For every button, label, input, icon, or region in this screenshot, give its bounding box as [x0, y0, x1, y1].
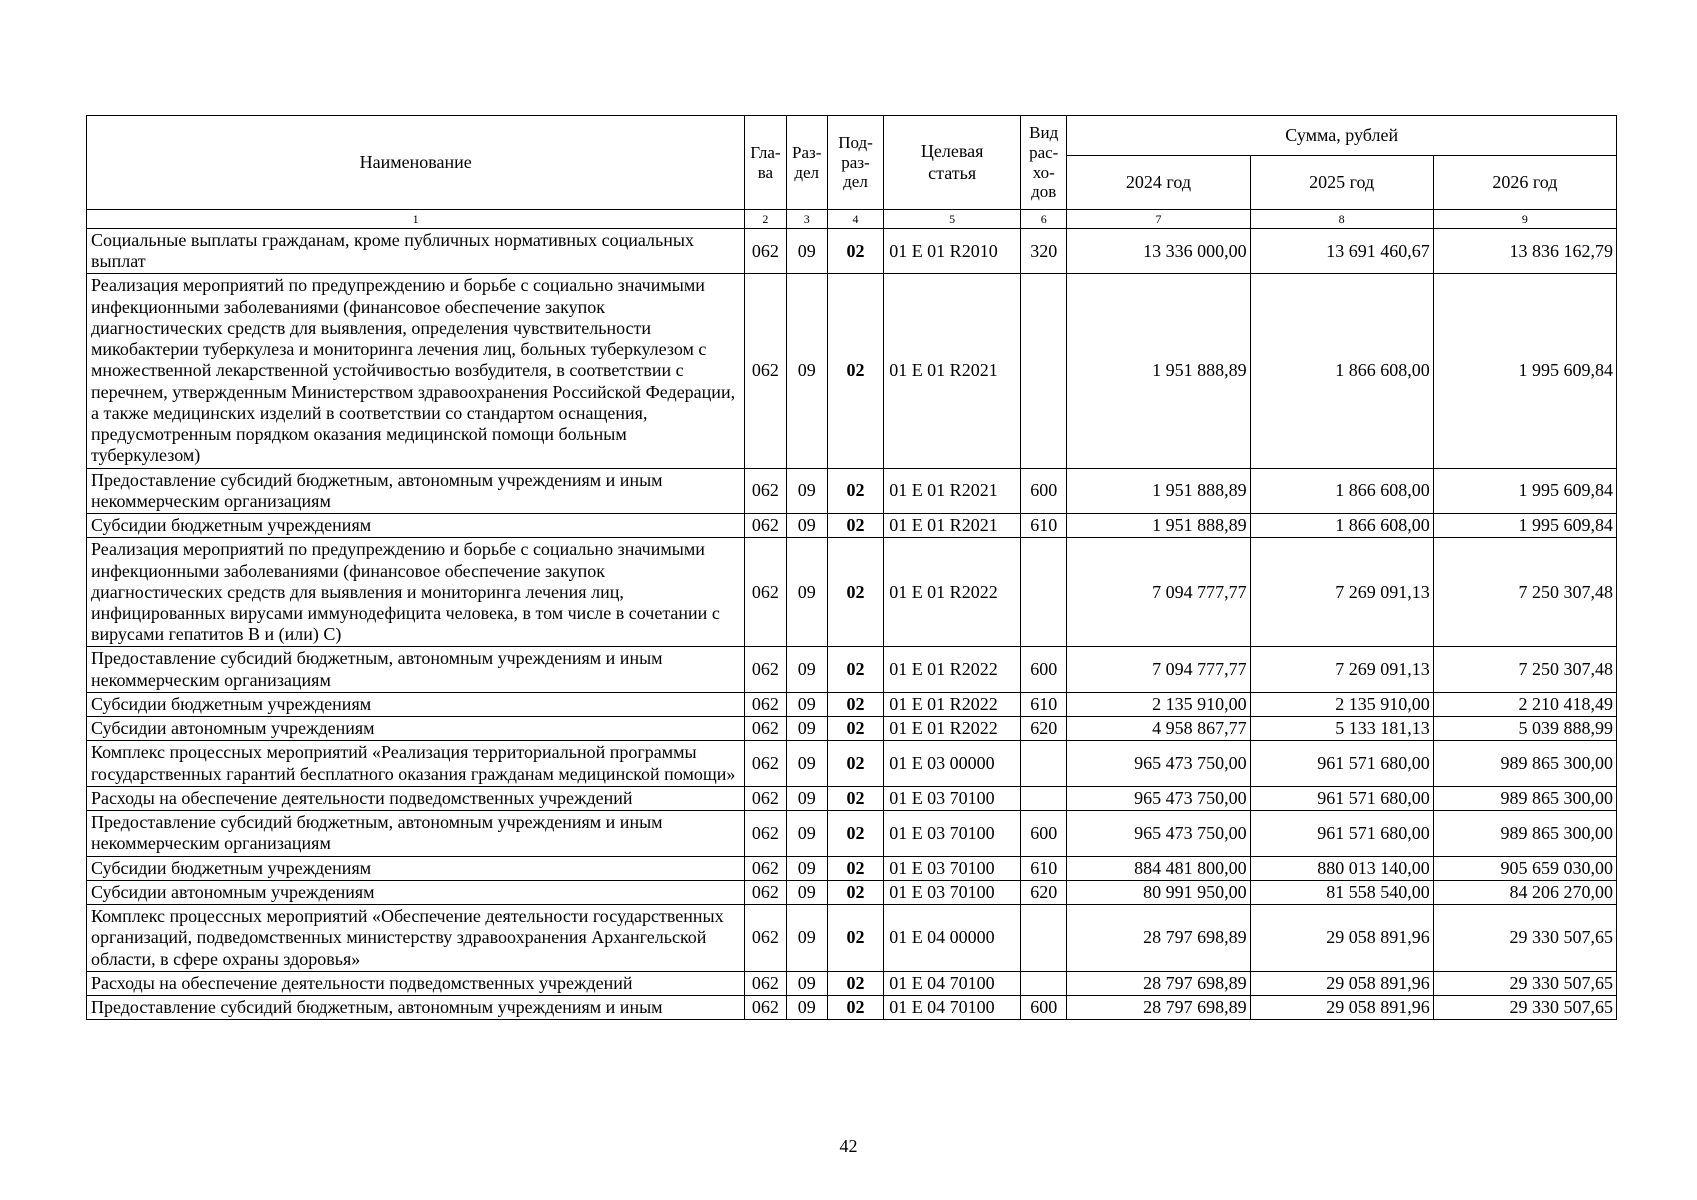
- table-row: [87, 468, 1617, 513]
- header-podrazdel: Под- раз- дел: [827, 116, 883, 210]
- row-razdel: 09: [786, 692, 827, 716]
- row-glava: 062: [745, 468, 786, 513]
- row-amount-2026: 7 250 307,48: [1433, 538, 1616, 647]
- row-name: Предоставление субсидий бюджетным, автономным учреждениям и иным некоммерческим организациям: [87, 811, 745, 856]
- row-amount-2024: 28 797 698,89: [1067, 995, 1250, 1019]
- row-glava: 062: [745, 514, 786, 538]
- header-summa: Сумма, рублей: [1067, 116, 1617, 156]
- row-podrazdel: 02: [827, 786, 883, 810]
- row-podrazdel: 02: [827, 514, 883, 538]
- row-name: Предоставление субсидий бюджетным, автономным учреждениям и иным: [87, 995, 745, 1019]
- row-name: Субсидии бюджетным учреждениям: [87, 692, 745, 716]
- row-amount-2025: 880 013 140,00: [1250, 856, 1433, 880]
- header-razdel: Раз- дел: [786, 116, 827, 210]
- table-row: [87, 995, 1617, 1019]
- row-amount-2025: 7 269 091,13: [1250, 647, 1433, 692]
- row-glava: 062: [745, 741, 786, 786]
- column-number: 4: [827, 210, 883, 229]
- column-number-row: [87, 210, 1617, 229]
- row-name: Социальные выплаты гражданам, кроме публичных нормативных социальных выплат: [87, 229, 745, 274]
- column-number: 6: [1021, 210, 1067, 229]
- column-number: 8: [1250, 210, 1433, 229]
- row-amount-2024: 7 094 777,77: [1067, 647, 1250, 692]
- row-glava: 062: [745, 229, 786, 274]
- row-name: Расходы на обеспечение деятельности подведомственных учреждений: [87, 786, 745, 810]
- row-amount-2026: 1 995 609,84: [1433, 514, 1616, 538]
- row-amount-2024: 965 473 750,00: [1067, 741, 1250, 786]
- row-expense-type: 320: [1021, 229, 1067, 274]
- table-row: [87, 905, 1617, 972]
- table-row: [87, 811, 1617, 856]
- row-target-article: 01 Е 04 00000: [884, 905, 1021, 972]
- row-target-article: 01 Е 03 70100: [884, 856, 1021, 880]
- row-razdel: 09: [786, 905, 827, 972]
- row-podrazdel: 02: [827, 856, 883, 880]
- row-name: Реализация мероприятий по предупреждению и борьбе с социально значимыми инфекционными заболеваниями (финансовое обеспечение закупок диагностических средств для выявления и мониторинга лечения лиц, инфицированных вирусами иммунодефицита человека, в том числе в сочетании с вирусами гепатитов B и (или) C): [87, 538, 745, 647]
- row-expense-type: 600: [1021, 995, 1067, 1019]
- row-amount-2025: 1 866 608,00: [1250, 514, 1433, 538]
- row-amount-2024: 1 951 888,89: [1067, 514, 1250, 538]
- row-target-article: 01 Е 01 R2021: [884, 468, 1021, 513]
- row-name: Предоставление субсидий бюджетным, автономным учреждениям и иным некоммерческим организациям: [87, 647, 745, 692]
- row-razdel: 09: [786, 741, 827, 786]
- row-razdel: 09: [786, 229, 827, 274]
- row-amount-2025: 2 135 910,00: [1250, 692, 1433, 716]
- row-razdel: 09: [786, 786, 827, 810]
- row-amount-2024: 1 951 888,89: [1067, 468, 1250, 513]
- row-razdel: 09: [786, 514, 827, 538]
- row-amount-2024: 2 135 910,00: [1067, 692, 1250, 716]
- row-amount-2025: 961 571 680,00: [1250, 741, 1433, 786]
- row-name: Субсидии бюджетным учреждениям: [87, 514, 745, 538]
- row-amount-2026: 13 836 162,79: [1433, 229, 1616, 274]
- row-amount-2026: 29 330 507,65: [1433, 995, 1616, 1019]
- row-amount-2025: 1 866 608,00: [1250, 274, 1433, 468]
- row-amount-2025: 7 269 091,13: [1250, 538, 1433, 647]
- header-vid: Вид рас- хо- дов: [1021, 116, 1067, 210]
- row-amount-2024: 965 473 750,00: [1067, 811, 1250, 856]
- header-name: Наименование: [87, 116, 745, 210]
- row-expense-type: [1021, 905, 1067, 972]
- page-number: 42: [839, 1136, 858, 1156]
- budget-table: [86, 115, 1617, 1020]
- table-row: [87, 274, 1617, 468]
- row-expense-type: 610: [1021, 856, 1067, 880]
- row-amount-2024: 28 797 698,89: [1067, 971, 1250, 995]
- row-expense-type: [1021, 971, 1067, 995]
- row-podrazdel: 02: [827, 971, 883, 995]
- row-target-article: 01 Е 01 R2010: [884, 229, 1021, 274]
- table-row: [87, 856, 1617, 880]
- row-glava: 062: [745, 717, 786, 741]
- row-podrazdel: 02: [827, 880, 883, 904]
- table-row: [87, 538, 1617, 647]
- row-glava: 062: [745, 995, 786, 1019]
- row-razdel: 09: [786, 647, 827, 692]
- row-amount-2026: 989 865 300,00: [1433, 741, 1616, 786]
- row-name: Реализация мероприятий по предупреждению и борьбе с социально значимыми инфекционными заболеваниями (финансовое обеспечение закупок диагностических средств для выявления, определения чувствительности микобактерии туберкулеза и мониторинга лечения лиц, больных туберкулезом с множественной лекарственной устойчивостью возбудителя, в соответствии с перечнем, утвержденным Министерством здравоохранения Российской Федерации, а также медицинских изделий в соответствии со стандартом оснащения, предусмотренным порядком оказания медицинской помощи больным туберкулезом): [87, 274, 745, 468]
- row-amount-2025: 961 571 680,00: [1250, 786, 1433, 810]
- table-row: [87, 229, 1617, 274]
- header-glava: Гла- ва: [745, 116, 786, 210]
- row-amount-2025: 81 558 540,00: [1250, 880, 1433, 904]
- row-expense-type: [1021, 741, 1067, 786]
- row-podrazdel: 02: [827, 538, 883, 647]
- row-amount-2024: 4 958 867,77: [1067, 717, 1250, 741]
- row-razdel: 09: [786, 880, 827, 904]
- row-amount-2026: 5 039 888,99: [1433, 717, 1616, 741]
- row-target-article: 01 Е 01 R2022: [884, 538, 1021, 647]
- row-amount-2025: 5 133 181,13: [1250, 717, 1433, 741]
- row-expense-type: 600: [1021, 468, 1067, 513]
- row-amount-2025: 29 058 891,96: [1250, 905, 1433, 972]
- row-razdel: 09: [786, 856, 827, 880]
- row-glava: 062: [745, 538, 786, 647]
- row-expense-type: 600: [1021, 647, 1067, 692]
- row-name: Комплекс процессных мероприятий «Обеспечение деятельности государственных организаций, подведомственных министерству здравоохранения Архангельской области, в сфере охраны здоровья»: [87, 905, 745, 972]
- row-amount-2025: 13 691 460,67: [1250, 229, 1433, 274]
- column-number: 3: [786, 210, 827, 229]
- row-podrazdel: 02: [827, 647, 883, 692]
- row-target-article: 01 Е 01 R2022: [884, 647, 1021, 692]
- row-amount-2024: 13 336 000,00: [1067, 229, 1250, 274]
- column-number: 5: [884, 210, 1021, 229]
- row-target-article: 01 Е 04 70100: [884, 995, 1021, 1019]
- row-target-article: 01 Е 01 R2022: [884, 717, 1021, 741]
- row-podrazdel: 02: [827, 692, 883, 716]
- row-amount-2024: 1 951 888,89: [1067, 274, 1250, 468]
- row-podrazdel: 02: [827, 811, 883, 856]
- row-amount-2025: 29 058 891,96: [1250, 995, 1433, 1019]
- row-glava: 062: [745, 856, 786, 880]
- row-glava: 062: [745, 880, 786, 904]
- row-amount-2025: 961 571 680,00: [1250, 811, 1433, 856]
- row-expense-type: [1021, 786, 1067, 810]
- table-row: [87, 971, 1617, 995]
- row-podrazdel: 02: [827, 274, 883, 468]
- row-amount-2026: 905 659 030,00: [1433, 856, 1616, 880]
- row-amount-2024: 965 473 750,00: [1067, 786, 1250, 810]
- row-glava: 062: [745, 692, 786, 716]
- header-year-2024: 2024 год: [1067, 156, 1250, 210]
- row-target-article: 01 Е 03 70100: [884, 811, 1021, 856]
- row-target-article: 01 Е 01 R2021: [884, 274, 1021, 468]
- row-amount-2026: 29 330 507,65: [1433, 971, 1616, 995]
- document-page: [86, 115, 1617, 1020]
- row-razdel: 09: [786, 717, 827, 741]
- row-name: Расходы на обеспечение деятельности подведомственных учреждений: [87, 971, 745, 995]
- row-razdel: 09: [786, 538, 827, 647]
- row-razdel: 09: [786, 274, 827, 468]
- row-amount-2026: 989 865 300,00: [1433, 786, 1616, 810]
- header-year-2025: 2025 год: [1250, 156, 1433, 210]
- row-glava: 062: [745, 274, 786, 468]
- row-target-article: 01 Е 03 70100: [884, 786, 1021, 810]
- row-podrazdel: 02: [827, 995, 883, 1019]
- table-row: [87, 647, 1617, 692]
- header-row-top: [87, 116, 1617, 156]
- row-glava: 062: [745, 647, 786, 692]
- row-expense-type: 620: [1021, 880, 1067, 904]
- row-expense-type: 610: [1021, 514, 1067, 538]
- row-target-article: 01 Е 01 R2021: [884, 514, 1021, 538]
- table-row: [87, 514, 1617, 538]
- row-amount-2024: 884 481 800,00: [1067, 856, 1250, 880]
- table-row: [87, 880, 1617, 904]
- row-name: Комплекс процессных мероприятий «Реализация территориальной программы государственных гарантий бесплатного оказания гражданам медицинской помощи»: [87, 741, 745, 786]
- row-razdel: 09: [786, 468, 827, 513]
- row-razdel: 09: [786, 995, 827, 1019]
- column-number: 2: [745, 210, 786, 229]
- column-number: 7: [1067, 210, 1250, 229]
- row-glava: 062: [745, 905, 786, 972]
- table-row: [87, 717, 1617, 741]
- row-expense-type: [1021, 274, 1067, 468]
- column-number: 9: [1433, 210, 1616, 229]
- row-amount-2026: 1 995 609,84: [1433, 468, 1616, 513]
- row-amount-2025: 1 866 608,00: [1250, 468, 1433, 513]
- row-name: Субсидии автономным учреждениям: [87, 717, 745, 741]
- row-target-article: 01 Е 03 70100: [884, 880, 1021, 904]
- row-amount-2024: 28 797 698,89: [1067, 905, 1250, 972]
- row-amount-2024: 7 094 777,77: [1067, 538, 1250, 647]
- row-podrazdel: 02: [827, 717, 883, 741]
- row-expense-type: [1021, 538, 1067, 647]
- row-razdel: 09: [786, 971, 827, 995]
- row-name: Субсидии бюджетным учреждениям: [87, 856, 745, 880]
- row-razdel: 09: [786, 811, 827, 856]
- row-expense-type: 620: [1021, 717, 1067, 741]
- row-amount-2026: 1 995 609,84: [1433, 274, 1616, 468]
- row-amount-2025: 29 058 891,96: [1250, 971, 1433, 995]
- row-glava: 062: [745, 811, 786, 856]
- row-amount-2026: 7 250 307,48: [1433, 647, 1616, 692]
- row-amount-2026: 84 206 270,00: [1433, 880, 1616, 904]
- row-amount-2026: 989 865 300,00: [1433, 811, 1616, 856]
- row-glava: 062: [745, 971, 786, 995]
- row-target-article: 01 Е 01 R2022: [884, 692, 1021, 716]
- column-number: 1: [87, 210, 745, 229]
- header-celevaya: Целевая статья: [884, 116, 1021, 210]
- row-podrazdel: 02: [827, 905, 883, 972]
- row-podrazdel: 02: [827, 741, 883, 786]
- table-row: [87, 692, 1617, 716]
- row-name: Субсидии автономным учреждениям: [87, 880, 745, 904]
- row-glava: 062: [745, 786, 786, 810]
- table-row: [87, 741, 1617, 786]
- row-name: Предоставление субсидий бюджетным, автономным учреждениям и иным некоммерческим организациям: [87, 468, 745, 513]
- row-podrazdel: 02: [827, 468, 883, 513]
- row-expense-type: 600: [1021, 811, 1067, 856]
- row-podrazdel: 02: [827, 229, 883, 274]
- row-amount-2024: 80 991 950,00: [1067, 880, 1250, 904]
- row-amount-2026: 2 210 418,49: [1433, 692, 1616, 716]
- row-expense-type: 610: [1021, 692, 1067, 716]
- table-body: [87, 229, 1617, 1020]
- row-target-article: 01 Е 03 00000: [884, 741, 1021, 786]
- header-year-2026: 2026 год: [1433, 156, 1616, 210]
- table-row: [87, 786, 1617, 810]
- row-target-article: 01 Е 04 70100: [884, 971, 1021, 995]
- row-amount-2026: 29 330 507,65: [1433, 905, 1616, 972]
